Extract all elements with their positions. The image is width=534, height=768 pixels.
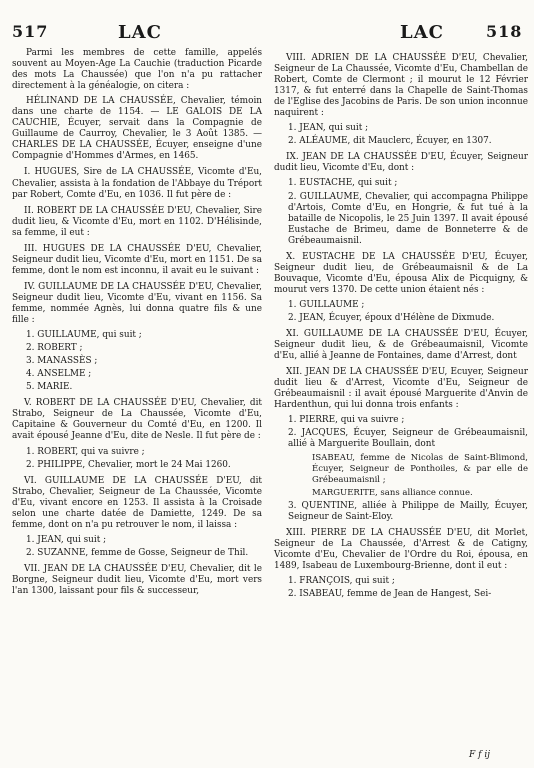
list-item: 2. JACQUES, Écuyer, Seigneur de Grébeaumaisnil, allié à Marguerite Boullain, dont	[288, 428, 528, 450]
sub-list-item: MARGUERITE, sans alliance connue.	[312, 487, 473, 498]
running-head-right: LAC	[400, 22, 444, 43]
list-item: 2. JEAN, Écuyer, époux d'Hélène de Dixmude.	[288, 312, 495, 323]
generation-entry: III. HUGUES DE LA CHAUSSÉE D'EU, Chevalier, Seigneur dudit lieu, Vicomte d'Eu, mort en 1151. De sa femme, dont le nom est inconnu, il avait eu le suivant :	[12, 243, 262, 276]
generation-entry: VII. JEAN DE LA CHAUSSÉE D'EU, Chevalier, dit le Borgne, Seigneur dudit lieu, Vicomte d'Eu, mort vers l'an 1300, laissant pour fils & successeur,	[12, 563, 262, 597]
list-item: 2. ISABEAU, femme de Jean de Hangest, Sei-	[288, 589, 492, 600]
list-item: 3. QUENTINE, alliée à Philippe de Mailly, Écuyer, Seigneur de Saint-Eloy.	[288, 500, 528, 522]
list-item: 3. MANASSÈS ;	[26, 356, 98, 367]
list-item: 1. GUILLAUME ;	[288, 299, 365, 310]
page-number-left: 517	[12, 22, 49, 41]
page-number-right: 518	[486, 22, 523, 41]
list-item: 2. GUILLAUME, Chevalier, qui accompagna Philippe d'Artois, Comte d'Eu, en Hongrie, & fut tué à la bataille de Nicopolis, le 25 Juin 1397. Il avait épousé Eustache de Brimeu, dame de Bonneterre & de Grébeaumaisnil.	[288, 191, 528, 246]
list-item: 2. ALÉAUME, dit Mauclerc, Écuyer, en 1307.	[288, 136, 492, 147]
generation-entry: V. ROBERT DE LA CHAUSSÉE D'EU, Chevalier, dit Strabo, Seigneur de La Chaussée, Vicomte d'Eu, Capitaine & Gouverneur du Comté d'Eu, en 1200. Il avait épousé Jeanne d'Eu, dite de Nesle. Il fut père de :	[12, 398, 262, 442]
children-list	[274, 178, 528, 246]
generation-entry: XI. GUILLAUME DE LA CHAUSSÉE D'EU, Écuyer, Seigneur dudit lieu, & de Grébeaumaisnil, Vicomte d'Eu, allié à Jeanne de Fontaines, dame d'Arrest, dont	[274, 329, 528, 362]
list-item: 2. PHILIPPE, Chevalier, mort le 24 Mai 1260.	[26, 459, 231, 470]
children-list	[12, 535, 262, 559]
children-list	[274, 123, 528, 147]
sub-list-item: ISABEAU, femme de Nicolas de Saint-Blimond, Écuyer, Seigneur de Ponthoiles, & par elle de Grébeaumaisnil ;	[312, 452, 528, 485]
children-list	[274, 415, 528, 522]
list-item: 1. JEAN, qui suit ;	[288, 123, 369, 134]
list-item: 1. FRANÇOIS, qui suit ;	[288, 575, 395, 586]
generation-entry: VI. GUILLAUME DE LA CHAUSSÉE D'EU, dit Strabo, Chevalier, Seigneur de La Chaussée, Vicomte d'Eu, vivant encore en 1253. Il assista à la Croisade selon une charte datée de Damiette, 1249. De sa femme, dont on n'a pu retrouver le nom, il laissa :	[12, 475, 262, 530]
list-item: 1. JEAN, qui suit ;	[26, 534, 107, 545]
children-list	[274, 576, 528, 600]
list-item: 4. ANSELME ;	[26, 369, 92, 380]
intro-paragraph: Parmi les membres de cette famille, appelés souvent au Moyen-Age La Cauchie (traduction Picarde des mots La Chaussée) que l'on n'a pu rattacher directement à la généalogie, on citera :	[12, 48, 262, 92]
generation-entry: XIII. PIERRE DE LA CHAUSSÉE D'EU, dit Morlet, Seigneur de La Chaussée, d'Arrest & de Catigny, Vicomte d'Eu, Chevalier de l'Ordre du Roi, épousa, en 1489, Isabeau de Luxembourg-Brienne, dont il eut :	[274, 527, 528, 571]
list-item: 1. EUSTACHE, qui suit ;	[288, 178, 398, 189]
list-item: 2. SUZANNE, femme de Gosse, Seigneur de Thil.	[26, 547, 249, 558]
list-item: 2. ROBERT ;	[26, 343, 83, 354]
list-item: 1. GUILLAUME, qui suit ;	[26, 330, 142, 341]
children-list	[274, 300, 528, 324]
generation-entry: IX. JEAN DE LA CHAUSSÉE D'EU, Écuyer, Seigneur dudit lieu, Vicomte d'Eu, dont :	[274, 152, 528, 174]
signature-mark: F f ij	[469, 750, 490, 760]
children-list	[12, 447, 262, 471]
intro-paragraph: HÉLINAND DE LA CHAUSSÉE, Chevalier, témoin dans une charte de 1154. — LE GALOIS DE LA CAUCHIE, Écuyer, servait dans la Compagnie de Guillaume de Caurroy, Chevalier, le 3 Août 1385. — CHARLES DE LA CHAUSSÉE, Écuyer, enseigne d'une Compagnie d'Hommes d'Armes, en 1465.	[12, 96, 262, 162]
generation-entry: X. EUSTACHE DE LA CHAUSSÉE D'EU, Écuyer, Seigneur dudit lieu, de Grébeaumaisnil & de La Bouvaque, Vicomte d'Eu, épousa Alix de Picquigny, & mourut vers 1370. De cette union étaient nés :	[274, 251, 528, 295]
list-item: 5. MARIE.	[26, 382, 73, 393]
running-head-left: LAC	[118, 22, 162, 43]
generation-entry: II. ROBERT DE LA CHAUSSÉE D'EU, Chevalier, Sire dudit lieu, & Vicomte d'Eu, mort en 1102. D'Hélisinde, sa femme, il eut :	[12, 205, 262, 238]
generation-entry: XII. JEAN DE LA CHAUSSÉE D'EU, Ecuyer, Seigneur dudit lieu & d'Arrest, Vicomte d'Eu, Seigneur de Grébeaumaisnil : il avait épousé Marguerite d'Anvin de Hardenthun, qui lui donna trois enfants :	[274, 367, 528, 411]
generation-entry: VIII. ADRIEN DE LA CHAUSSÉE D'EU, Chevalier, Seigneur de La Chaussée, Vicomte d'Eu, Chambellan de Robert, Comte de Clermont ; il mourut le 12 Février 1317, & fut enterré dans la Chapelle de Saint-Thomas de l'Eglise des Jacobins de Paris. De son union inconnue naquirent :	[274, 53, 528, 119]
list-item: 1. PIERRE, qui va suivre ;	[288, 415, 405, 426]
right-column	[274, 48, 528, 604]
children-list	[12, 330, 262, 393]
list-item: 1. ROBERT, qui va suivre ;	[26, 446, 145, 457]
generation-entry: IV. GUILLAUME DE LA CHAUSSÉE D'EU, Chevalier, Seigneur dudit lieu, Vicomte d'Eu, vivant en 1156. Sa femme, nommée Agnès, lui donna quatre fils & une fille :	[12, 281, 262, 326]
generation-entry: I. HUGUES, Sire de LA CHAUSSÉE, Vicomte d'Eu, Chevalier, assista à la fondation de l'Abbaye du Tréport par Robert, Comte d'Eu, en 1036. Il fut père de :	[12, 167, 262, 200]
left-column	[12, 48, 262, 601]
